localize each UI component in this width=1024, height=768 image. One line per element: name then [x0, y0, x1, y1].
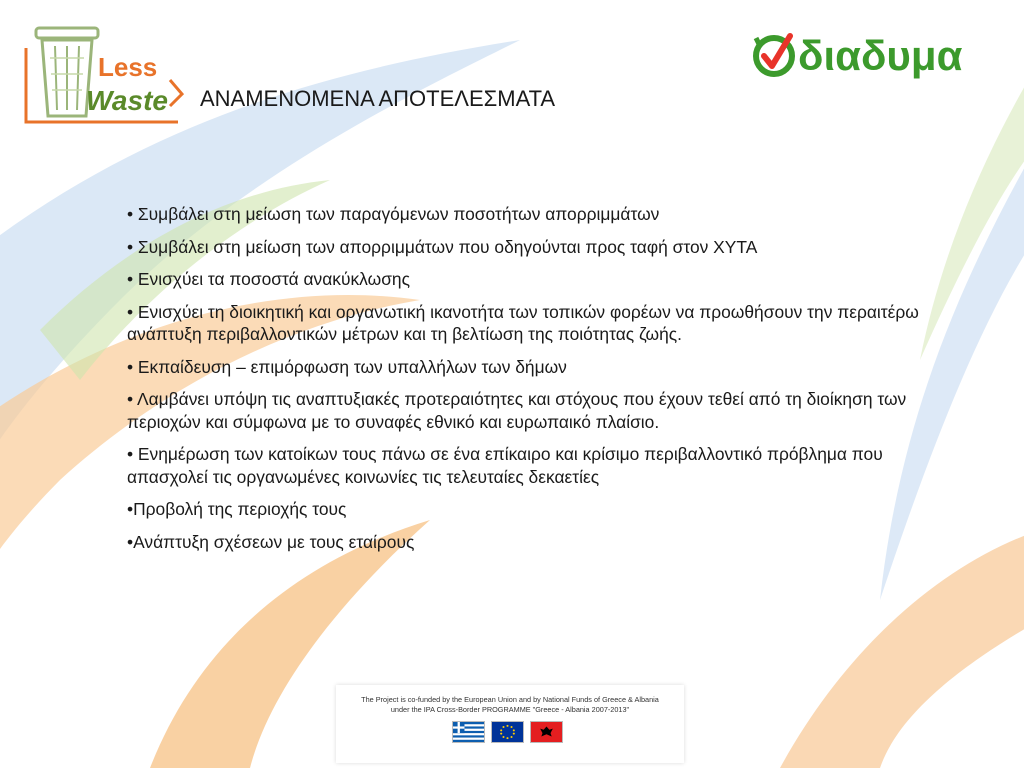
bullet-item: • Εκπαίδευση – επιμόρφωση των υπαλλήλων των δήμων: [127, 356, 567, 377]
greece-flag-icon: [452, 721, 485, 743]
bullet-item: •Ανάπτυξη σχέσεων με τους εταίρους: [127, 531, 415, 552]
less-waste-logo: [20, 18, 185, 128]
bullet-item: • Ενισχύει τη διοικητική και οργανωτική ικανοτήτα των τοπικών φορέων να προωθήσουν την περαιτέρω ανάπτυξη περιβαλλοντικών μέτρων και τη βελτίωση της ποιότητας ζωής.: [127, 301, 919, 344]
logo-text-diadyma: διαδυμα: [798, 32, 963, 79]
orange-right-swoosh: [780, 530, 1024, 768]
eu-flag-icon: [491, 721, 524, 743]
funding-footer: [336, 685, 684, 763]
albania-flag-icon: [530, 721, 563, 743]
bullet-item: • Συμβάλει στη μείωση των παραγόμενων ποσοτήτων απορριμμάτων: [127, 204, 660, 224]
bullet-item: • Συμβάλει στη μείωση των απορριμμάτων που οδηγούνται προς ταφή στον ΧΥΤΑ: [127, 236, 758, 257]
diadyma-logo: [752, 26, 992, 86]
bullet-item: • Ενισχύει τα ποσοστά ανακύκλωσης: [127, 269, 410, 289]
funding-line-2: under the IPA Cross-Border PROGRAMME "Greece - Albania 2007-2013": [390, 704, 630, 714]
slide-title: ΑΝΑΜΕΝΟΜΕΝΑ ΑΠΟΤΕΛΕΣΜΑΤΑ: [200, 86, 556, 111]
bullet-item: • Ενημέρωση των κατοίκων τους πάνω σε ένα επίκαιρο και κρίσιμο περιβαλλοντικό πρόβλημα που απασχολεί τις οργανωμένες κοινωνίες τις τελευταίες δεκαετίες: [127, 444, 883, 487]
logo-text-waste: Waste: [86, 85, 168, 116]
funding-line-1: The Project is co-funded by the European Union and by National Funds of Greece & Albania: [361, 695, 659, 704]
bullet-item: • Λαμβάνει υπόψη τις αναπτυξιακές προτεραιότητες και στόχους που έχουν τεθεί από τη διοίκηση των περιοχών και σύμφωνα με το συναφές εθνικό και ευρωπαικό πλαίσιο.: [127, 389, 907, 432]
logo-text-less: Less: [98, 52, 158, 82]
bullet-list: [127, 203, 937, 563]
funding-text: [336, 695, 684, 714]
bullet-item: •Προβολή της περιοχής τους: [127, 499, 347, 519]
flags-row: [452, 721, 563, 743]
